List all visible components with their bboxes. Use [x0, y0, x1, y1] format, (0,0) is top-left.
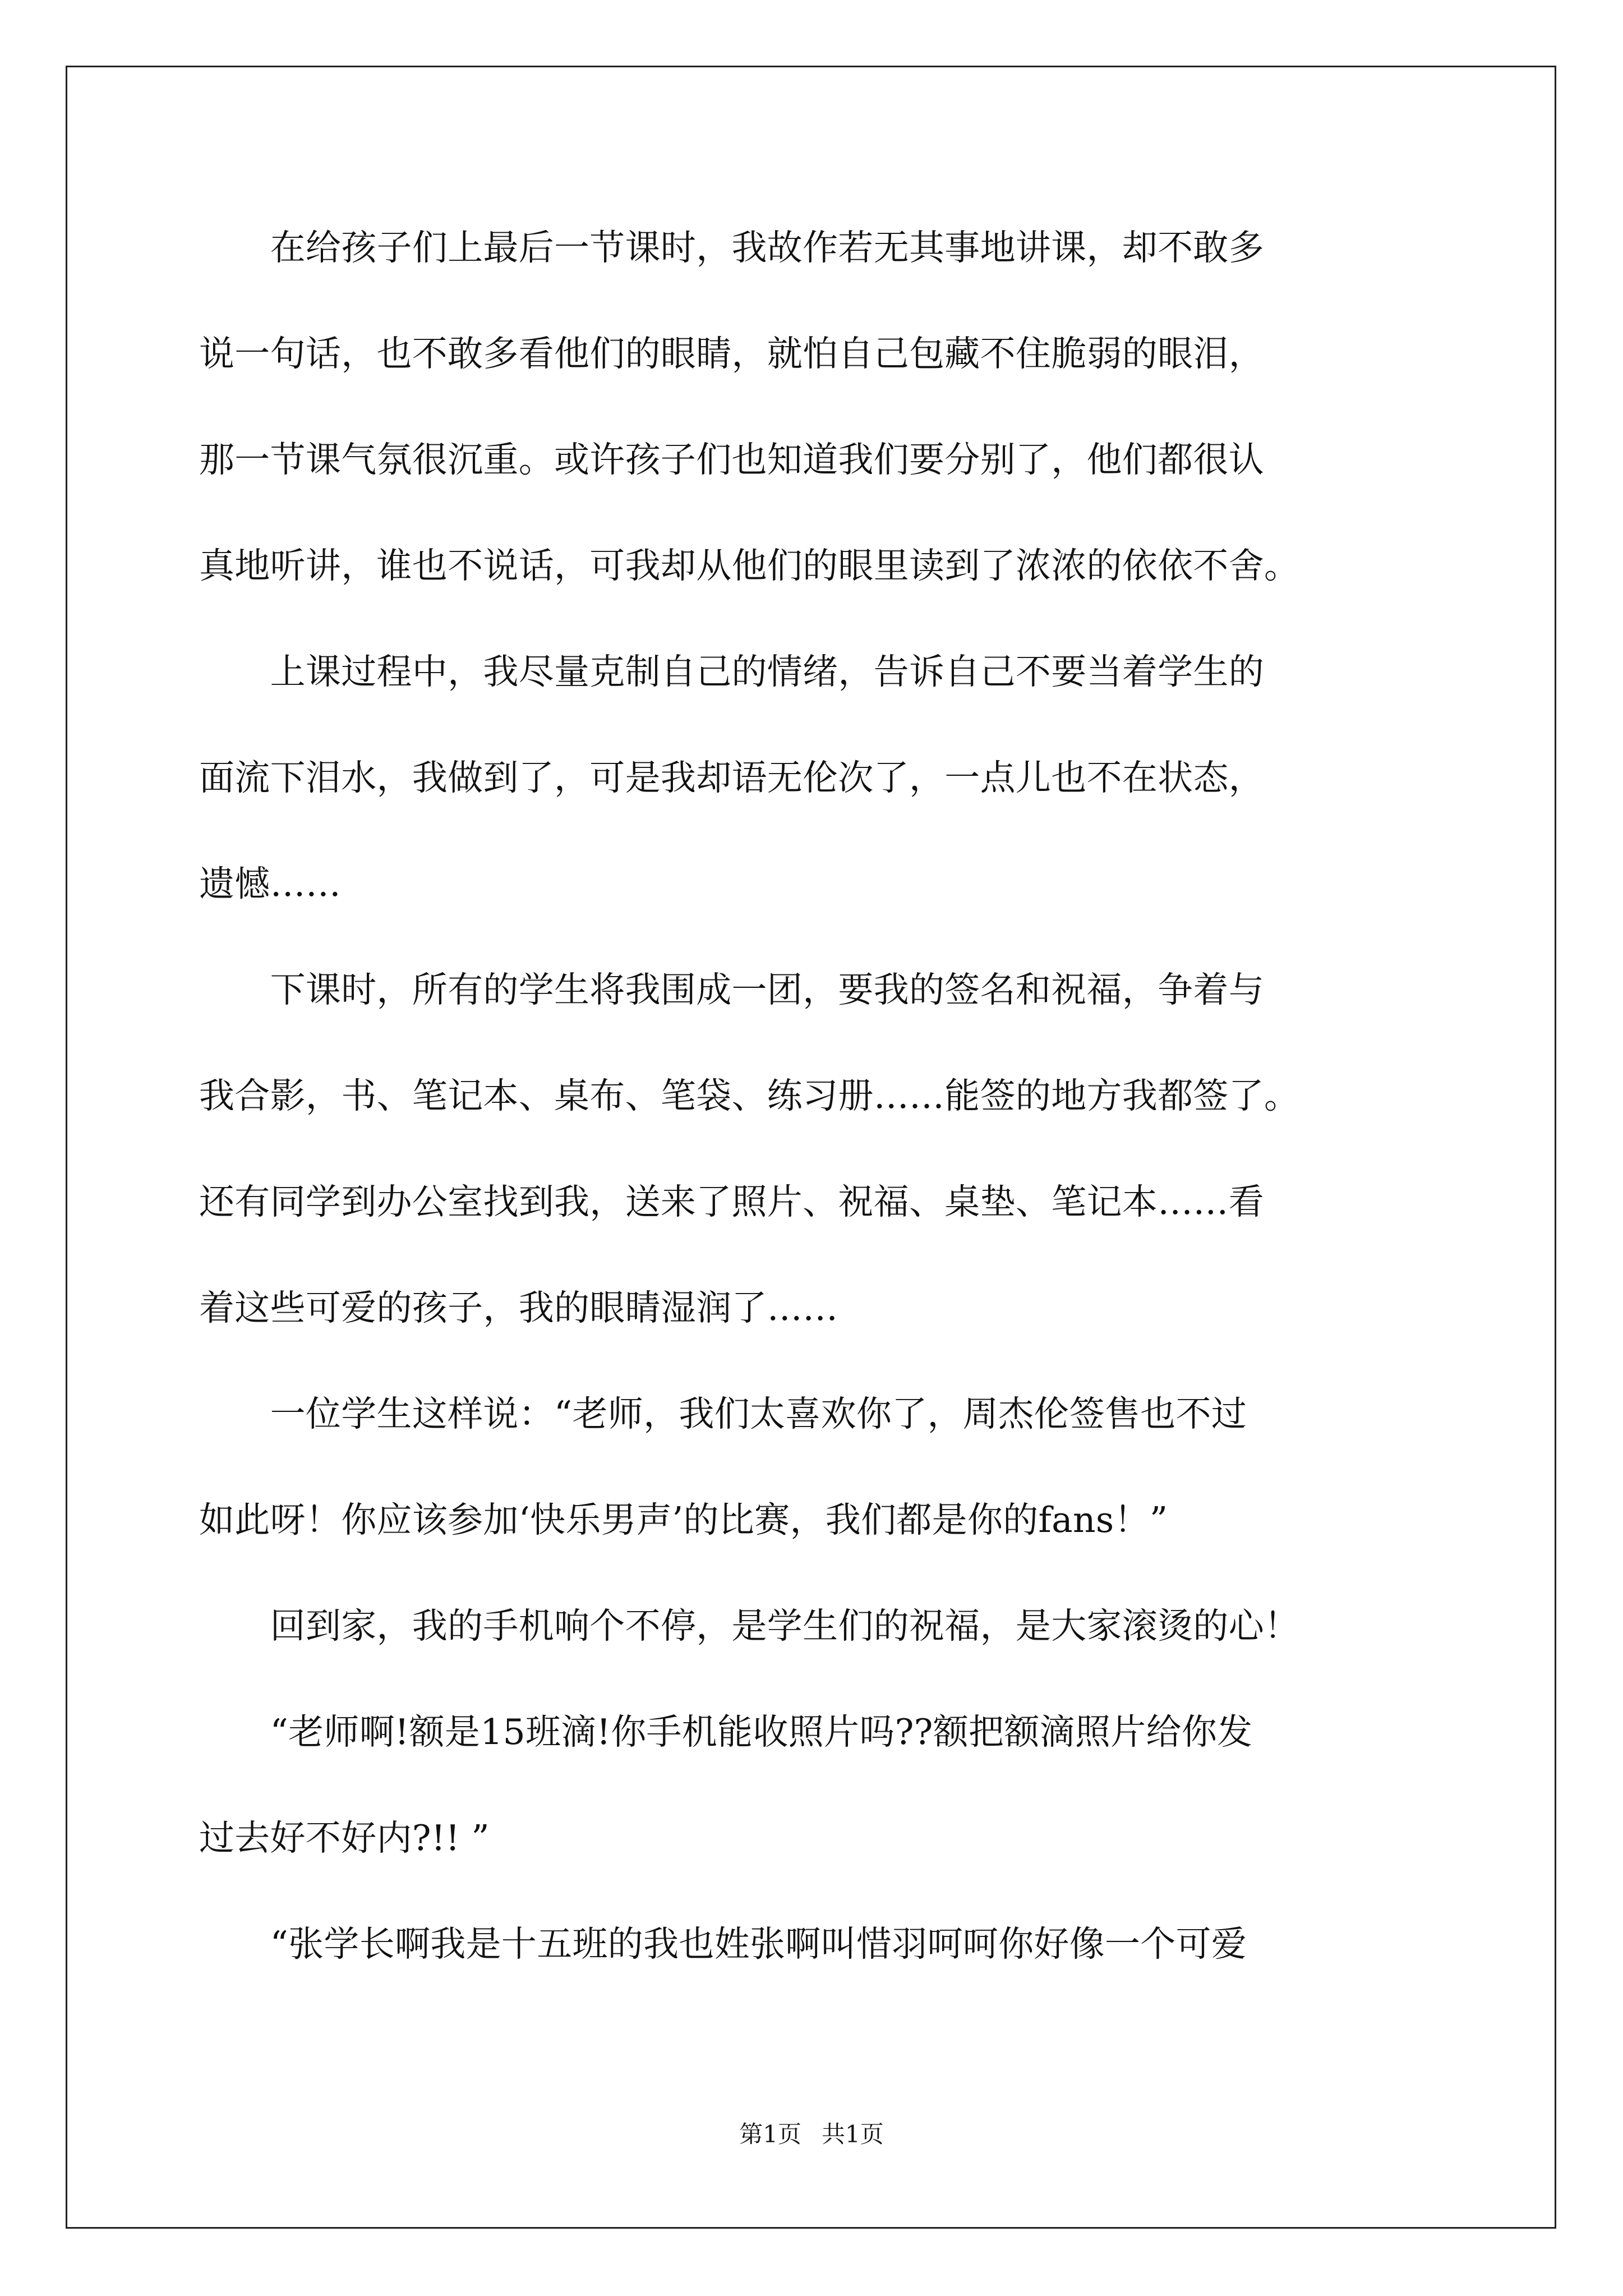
page-total: 共1页 [822, 2120, 884, 2148]
text-line: 上课过程中，我尽量克制自己的情绪，告诉自己不要当着学生的 [199, 651, 1264, 692]
text-line: 在给孩子们上最后一节课时，我故作若无其事地讲课，却不敢多 [199, 227, 1264, 268]
text-line: 遗憾…… [199, 863, 342, 904]
document-body [199, 220, 1433, 2022]
text-line: 下课时，所有的学生将我围成一团，要我的签名和祝福，争着与 [199, 969, 1264, 1010]
text-line: 还有同学到办公室找到我，送来了照片、祝福、桌垫、笔记本……看 [199, 1181, 1264, 1222]
text-line: 一位学生这样说：“老师，我们太喜欢你了，周杰伦签售也不过 [199, 1393, 1247, 1434]
page-footer [0, 2120, 1623, 2148]
text-line: “张学长啊我是十五班的我也姓张啊叫惜羽呵呵你好像一个可爱 [199, 1924, 1247, 1964]
text-line: 真地听讲，谁也不说话，可我却从他们的眼里读到了浓浓的依依不舍。 [199, 545, 1300, 586]
page-number: 第1页 [739, 2120, 801, 2148]
text-line: 如此呀！你应该参加‘快乐男声’的比赛，我们都是你的fans！” [199, 1499, 1168, 1540]
text-line: 面流下泪水，我做到了，可是我却语无伦次了，一点儿也不在状态， [199, 757, 1264, 798]
text-line: 着这些可爱的孩子，我的眼睛湿润了…… [199, 1287, 838, 1328]
text-line: 说一句话，也不敢多看他们的眼睛，就怕自己包藏不住脆弱的眼泪， [199, 333, 1264, 374]
text-line: 那一节课气氛很沉重。或许孩子们也知道我们要分别了，他们都很认 [199, 439, 1264, 480]
text-line: “老师啊!额是15班滴!你手机能收照片吗??额把额滴照片给你发 [199, 1711, 1253, 1752]
text-line: 我合影，书、笔记本、桌布、笔袋、练习册……能签的地方我都签了。 [199, 1075, 1300, 1116]
text-line: 过去好不好内?!! ” [199, 1818, 490, 1858]
text-line: 回到家，我的手机响个不停，是学生们的祝福，是大家滚烫的心！ [199, 1605, 1300, 1646]
